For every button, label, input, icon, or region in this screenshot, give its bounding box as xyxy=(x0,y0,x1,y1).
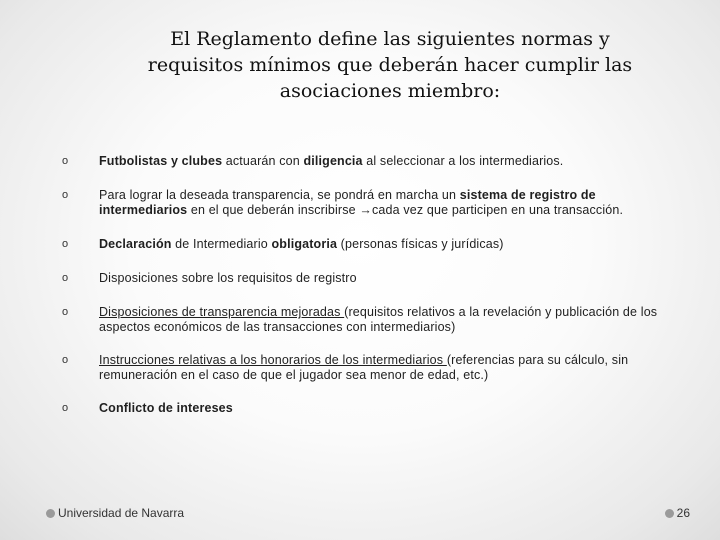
bullet-icon: o xyxy=(62,354,69,366)
bullet-icon: o xyxy=(62,189,69,201)
bullet-icon: o xyxy=(62,238,69,250)
item-text: Declaración de Intermediario obligatoria (personas físicas y jurídicas) xyxy=(99,237,504,251)
list-item xyxy=(62,237,672,252)
institution-name: Universidad de Navarra xyxy=(58,506,185,520)
list-item xyxy=(62,305,672,335)
bullet-icon: o xyxy=(62,272,69,284)
list-item xyxy=(62,353,672,383)
item-text: Disposiciones de transparencia mejoradas (requisitos relativos a la revelación y publicación de los aspectos económicos de las transacciones con intermediarios) xyxy=(99,305,658,334)
bullet-icon: o xyxy=(62,402,69,414)
list-item xyxy=(62,271,672,286)
list-item xyxy=(62,401,672,416)
page-number: 26 xyxy=(676,506,690,520)
item-text: Futbolistas y clubes actuarán con diligencia al seleccionar a los intermediarios. xyxy=(99,154,564,168)
item-text: Disposiciones sobre los requisitos de registro xyxy=(99,271,357,285)
title-line-2: requisitos mínimos que deberán hacer cumplir las xyxy=(147,54,633,76)
circle-icon xyxy=(665,509,674,518)
title-line-3: asociaciones miembro: xyxy=(279,80,501,102)
arrow-right-icon: → xyxy=(359,203,373,217)
list-item xyxy=(62,154,672,169)
footer-institution xyxy=(46,506,184,520)
item-text: Instrucciones relativas a los honorarios de los intermediarios (referencias para su cálculo, sin remuneración en el caso de que el jugador sea menor de edad, etc.) xyxy=(99,353,629,382)
item-text: Conflicto de intereses xyxy=(99,401,233,415)
footer-page xyxy=(665,506,690,520)
bullet-icon: o xyxy=(62,155,69,167)
slide-title xyxy=(140,26,640,104)
item-text: Para lograr la deseada transparencia, se pondrá en marcha un sistema de registro de intermediarios en el que deberán inscribirse →cada vez que participen en una transacción. xyxy=(99,188,624,217)
list-item xyxy=(62,188,672,218)
bullet-icon: o xyxy=(62,306,69,318)
circle-icon xyxy=(46,509,55,518)
title-line-1: El Reglamento define las siguientes normas y xyxy=(170,28,610,50)
